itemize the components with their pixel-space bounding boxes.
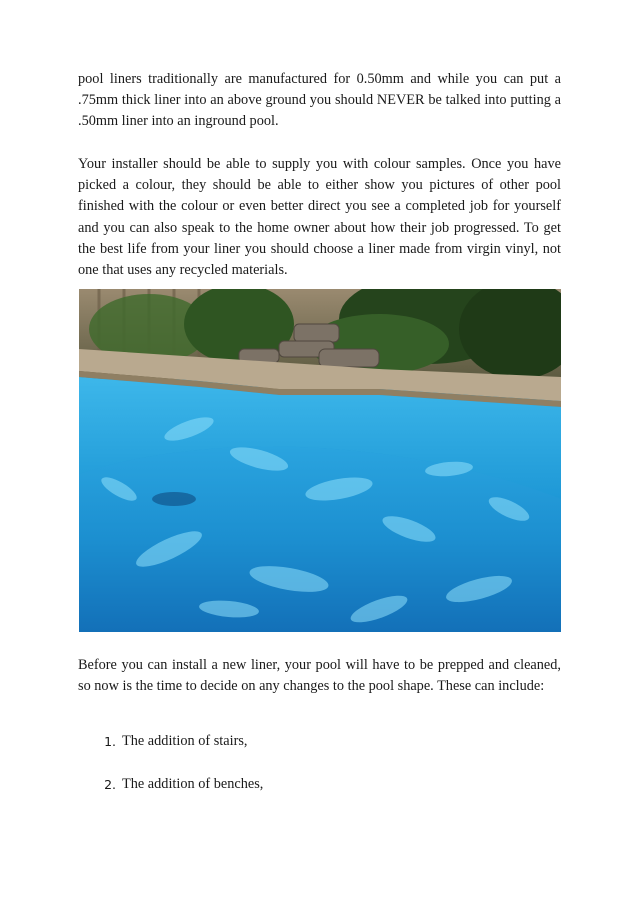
list-item-text: The addition of stairs, xyxy=(122,733,248,749)
paragraph-liner-thickness: pool liners traditionally are manufactured for 0.50mm and while you can put a .75mm thick liner into an above ground you should NEVER be talked into putting a .50mm liner into an inground pool. xyxy=(78,71,561,130)
paragraph-pool-prep: Before you can install a new liner, your pool will have to be prepped and cleaned, so now is the time to decide on any changes to the pool shape. These can include: xyxy=(78,657,561,695)
changes-list xyxy=(78,731,561,817)
list-item-number: 2. xyxy=(104,777,116,792)
pool-photo-illustration xyxy=(79,289,561,632)
list-item xyxy=(78,774,561,795)
list-item-text: The addition of benches, xyxy=(122,776,264,792)
paragraph-colour-samples: Your installer should be able to supply you with colour samples. Once you have picked a colour, they should be able to either show you pictures of other pool finished with the colour or even better direct you see a completed job for yourself and you can also speak to the home owner about how their job progressed. To get the best life from your liner you should choose a liner made from virgin vinyl, not one that uses any recycled materials. xyxy=(78,156,561,279)
list-item xyxy=(78,731,561,752)
list-item-number: 1. xyxy=(104,734,116,749)
pool-photo xyxy=(79,289,561,632)
